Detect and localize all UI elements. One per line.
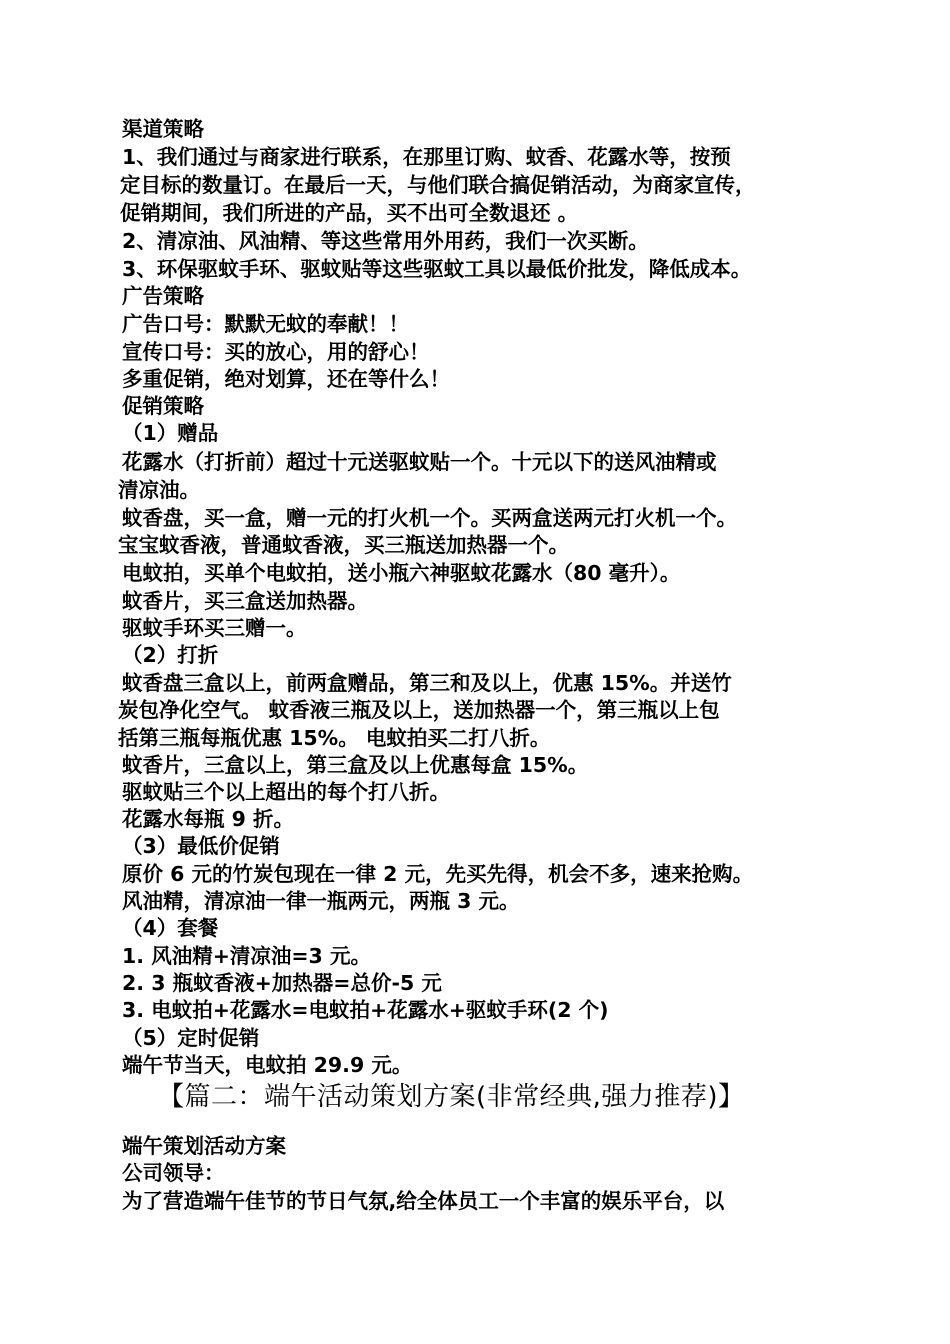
heading-promo-strategy: 促销策略 — [122, 394, 204, 418]
list-item: 3. 电蚊拍+花露水=电蚊拍+花露水+驱蚊手环(2 个) — [122, 998, 609, 1022]
paragraph-line: 炭包净化空气。 蚊香液三瓶及以上，送加热器一个，第三瓶以上包 — [118, 698, 720, 722]
subheading-gifts: （1）赠品 — [122, 421, 219, 445]
paragraph-line: 1、我们通过与商家进行联系，在那里订购、蚊香、花露水等，按预 — [122, 145, 731, 169]
section-title: 【篇二：端午活动策划方案(非常经典,强力推荐)】 — [158, 1082, 745, 1112]
salutation: 公司领导： — [122, 1161, 225, 1185]
paragraph-line: 驱蚊手环买三赠一。 — [122, 616, 307, 640]
paragraph-line: 蚊香盘，买一盒，赠一元的打火机一个。买两盒送两元打火机一个。 — [122, 506, 737, 530]
paragraph-line: 促销期间，我们所进的产品，买不出可全数退还 。 — [120, 201, 579, 225]
heading-ad-strategy: 广告策略 — [122, 284, 204, 308]
paragraph-line: 清凉油。 — [118, 478, 200, 502]
subheading-lowest-price: （3）最低价促销 — [122, 834, 280, 858]
paragraph-line: 蚊香片，三盒以上，第三盒及以上优惠每盒 15%。 — [122, 753, 589, 777]
paragraph-line: 括第三瓶每瓶优惠 15%。 电蚊拍买二打八折。 — [118, 726, 551, 750]
paragraph-line: 蚊香片，买三盒送加热器。 — [122, 589, 368, 613]
paragraph-line: 3、环保驱蚊手环、驱蚊贴等这些驱蚊工具以最低价批发，降低成本。 — [122, 257, 752, 281]
paragraph-line: 为了营造端午佳节的节日气氛,给全体员工一个丰富的娱乐平台，以 — [122, 1189, 725, 1213]
subheading-discount: （2）打折 — [122, 643, 219, 667]
list-item: 2. 3 瓶蚊香液+加热器=总价-5 元 — [122, 971, 442, 995]
heading-plan-title: 端午策划活动方案 — [122, 1134, 286, 1158]
paragraph-line: 电蚊拍，买单个电蚊拍，送小瓶六神驱蚊花露水（80 毫升）。 — [122, 561, 681, 585]
subheading-timed-promo: （5）定时促销 — [122, 1026, 260, 1050]
paragraph-line: 驱蚊贴三个以上超出的每个打八折。 — [122, 780, 450, 804]
paragraph-line: 宝宝蚊香液，普通蚊香液，买三瓶送加热器一个。 — [118, 533, 569, 557]
paragraph-line: 风油精，清凉油一律一瓶两元，两瓶 3 元。 — [122, 889, 520, 913]
paragraph-line: 蚊香盘三盒以上，前两盒赠品，第三和及以上，优惠 15%。并送竹 — [122, 671, 732, 695]
paragraph-line: 2、清凉油、风油精、等这些常用外用药，我们一次买断。 — [122, 229, 649, 253]
list-item: 1. 风油精+清凉油=3 元。 — [122, 944, 371, 968]
subheading-bundle: （4）套餐 — [122, 916, 219, 940]
paragraph-line: 花露水每瓶 9 折。 — [122, 807, 295, 831]
paragraph-line: 原价 6 元的竹炭包现在一律 2 元，先买先得，机会不多，速来抢购。 — [122, 862, 754, 886]
paragraph-line: 定目标的数量订。在最后一天，与他们联合搞促销活动，为商家宣传， — [120, 173, 756, 197]
paragraph-line: 端午节当天，电蚊拍 29.9 元。 — [122, 1053, 413, 1077]
ad-slogan: 广告口号：默默无蚊的奉献！！ — [122, 312, 409, 336]
paragraph-line: 多重促销，绝对划算，还在等什么！ — [122, 367, 450, 391]
paragraph-line: 花露水（打折前）超过十元送驱蚊贴一个。十元以下的送风油精或 — [122, 450, 717, 474]
promo-slogan: 宣传口号：买的放心，用的舒心！ — [122, 340, 430, 364]
heading-channel-strategy: 渠道策略 — [122, 117, 204, 141]
